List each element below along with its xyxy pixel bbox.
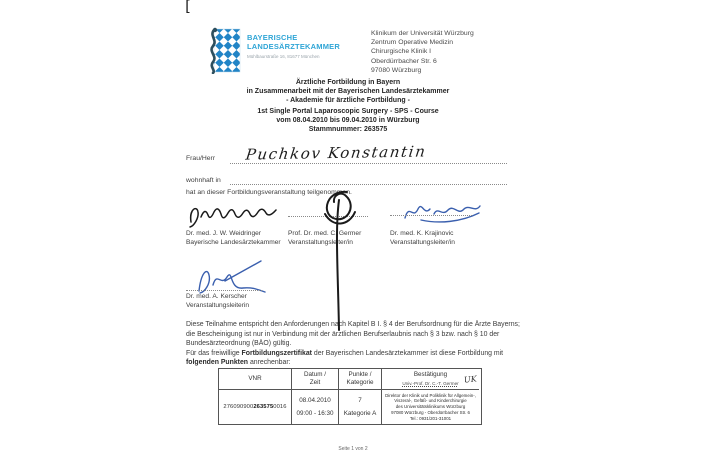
clinic-stamp	[383, 392, 478, 423]
event-time: 09:00 - 16:30	[296, 410, 334, 417]
signature-kerscher	[189, 259, 269, 297]
cell-date-time	[291, 389, 338, 424]
signature-weidringer	[185, 202, 280, 230]
legal-text-2	[186, 349, 526, 368]
signatory-role: Veranstaltungsleiterin	[186, 301, 250, 309]
bayerische-landesaerztekammer-logo	[205, 27, 355, 77]
signatory-name: Dr. med. K. Krajinovic	[390, 230, 454, 237]
cell-points-category	[338, 389, 381, 424]
legal-text: anrechenbar:	[248, 359, 291, 367]
clinic-address-line: Chirurgische Klinik I	[371, 48, 432, 56]
header-label: Bestätigung	[413, 370, 448, 378]
vnr-stammnummer: 263575	[253, 404, 274, 410]
page-footer: Seite 1 von 2	[338, 446, 368, 452]
credit-points-table	[218, 368, 482, 425]
stamp-line: Viszeral-, Gefäß- und Kinderchirurgie	[394, 398, 467, 404]
signatory-role: Veranstaltungsleiter/in	[390, 238, 455, 246]
clinic-address-line: Klinikum der Universität Würzburg	[371, 30, 474, 37]
stamp-line: des Universitätsklinikums Würzburg	[395, 404, 466, 410]
points-value: 7	[358, 397, 362, 404]
confirmation-handwritten-initials: UK	[463, 374, 478, 385]
signatory-4-block	[186, 293, 249, 311]
residence-dotted-line	[230, 172, 507, 185]
signatory-3-block	[390, 230, 455, 248]
legal-bold-certificate: Fortbildungszertifikat	[241, 349, 312, 357]
col-header-vnr	[219, 369, 291, 389]
event-date: 08.04.2010	[299, 397, 331, 404]
confirmation-printed-name: Univ.-Prof. Dr. C.-T. Germer	[402, 380, 459, 386]
heading-line: - Akademie für ärztliche Fortbildung -	[286, 97, 410, 104]
cell-confirmation-stamp	[381, 389, 479, 424]
legal-text-1: Diese Teilnahme entspricht den Anforderungen nach Kapitel B I. § 4 der Berufsordnung für die Ärzte Bayerns; die Bescheinigung ist nur in Verbindung mit der ärztlichen Berufserlaubnis nach § 3 bzw. nach § 10 der Bundesärzteordnung (BÄO) gültig.	[186, 321, 520, 348]
logo-text	[247, 27, 340, 77]
stamp-line: Direktor der Klinik und Poliklinik für Allgemein-,	[385, 392, 476, 398]
clinic-address-line: Oberdürrbacher Str. 6	[371, 57, 437, 65]
legal-paragraph	[186, 320, 526, 368]
signature-4-line	[186, 290, 262, 291]
participation-statement: hat an dieser Fortbildungsveranstaltung teilgenommen.	[186, 189, 352, 196]
signatory-role: Bayerische Landesärztekammer	[186, 238, 281, 246]
legal-bold-points: folgenden Punkten	[186, 359, 249, 367]
course-title-block	[186, 107, 510, 125]
header-label: Datum /	[303, 371, 327, 379]
col-header-date	[291, 369, 338, 389]
course-date-line: vom 08.04.2010 bis 09.04.2010 in Würzburg	[276, 117, 420, 124]
cell-vnr	[219, 389, 291, 424]
header-label: Zeit	[309, 379, 321, 386]
signature-germer	[313, 186, 368, 334]
signatory-name: Dr. med. J. W. Weidringer	[186, 230, 261, 237]
col-header-points	[338, 369, 381, 389]
signatory-1-block	[186, 230, 281, 248]
header-label: Kategorie	[346, 379, 374, 386]
residence-label: wohnhaft in	[186, 177, 221, 184]
clinic-address-block	[371, 29, 474, 75]
heading-block	[186, 78, 510, 105]
heading-line: Ärztliche Fortbildung in Bayern	[295, 79, 401, 86]
registry-number: Stammnummer: 263575	[308, 126, 388, 133]
salutation-label: Frau/Herr	[186, 155, 216, 162]
vnr-number	[223, 404, 286, 410]
stamp-line: Tel.: 0931/201-31001	[409, 415, 452, 421]
signature-2-line	[288, 216, 368, 217]
signature-krajinovic	[399, 198, 484, 226]
logo-line2: LANDESÄRZTEKAMMER	[247, 42, 340, 51]
heading-line: in Zusammenarbeit mit der Bayerischen Landesärztekammer	[246, 88, 450, 95]
clinic-address-line: Zentrum Operative Medizin	[371, 39, 453, 47]
col-header-confirmation	[381, 369, 479, 389]
logo-address: Mühlbaurstraße 16, 81677 München	[247, 54, 320, 59]
clinic-address-line: 97080 Würzburg	[371, 66, 422, 74]
category-value: Kategorie A	[343, 410, 377, 417]
handwritten-participant-name: Puchkov Konstantin	[244, 142, 428, 164]
header-label: VNR	[248, 375, 262, 383]
logo-line1: BAYERISCHE	[247, 33, 298, 42]
signature-3-line	[390, 215, 472, 216]
vnr-suffix: 0016	[273, 404, 287, 410]
signatory-2-block	[288, 230, 361, 248]
signatory-name: Prof. Dr. med. C. Germer	[288, 230, 362, 237]
signatory-name: Dr. med. A. Kerscher	[186, 293, 247, 300]
stamp-line: 97080 Würzburg - Oberdürrbacher Str. 6	[391, 409, 470, 415]
course-title-line: 1st Single Portal Laparoscopic Surgery - SPS - Course	[257, 108, 439, 115]
signatory-role: Veranstaltungsleiter/in	[288, 238, 353, 246]
bavaria-shield-snake-icon	[205, 27, 242, 77]
legal-text: Für das freiwillige	[186, 349, 242, 357]
scan-crop-mark: [	[183, 0, 193, 15]
legal-text: der Bayerischen Landesärztekammer ist diese Fortbildung mit	[311, 349, 504, 357]
vnr-prefix: 276090900	[223, 404, 254, 410]
header-label: Punkte /	[348, 371, 372, 379]
